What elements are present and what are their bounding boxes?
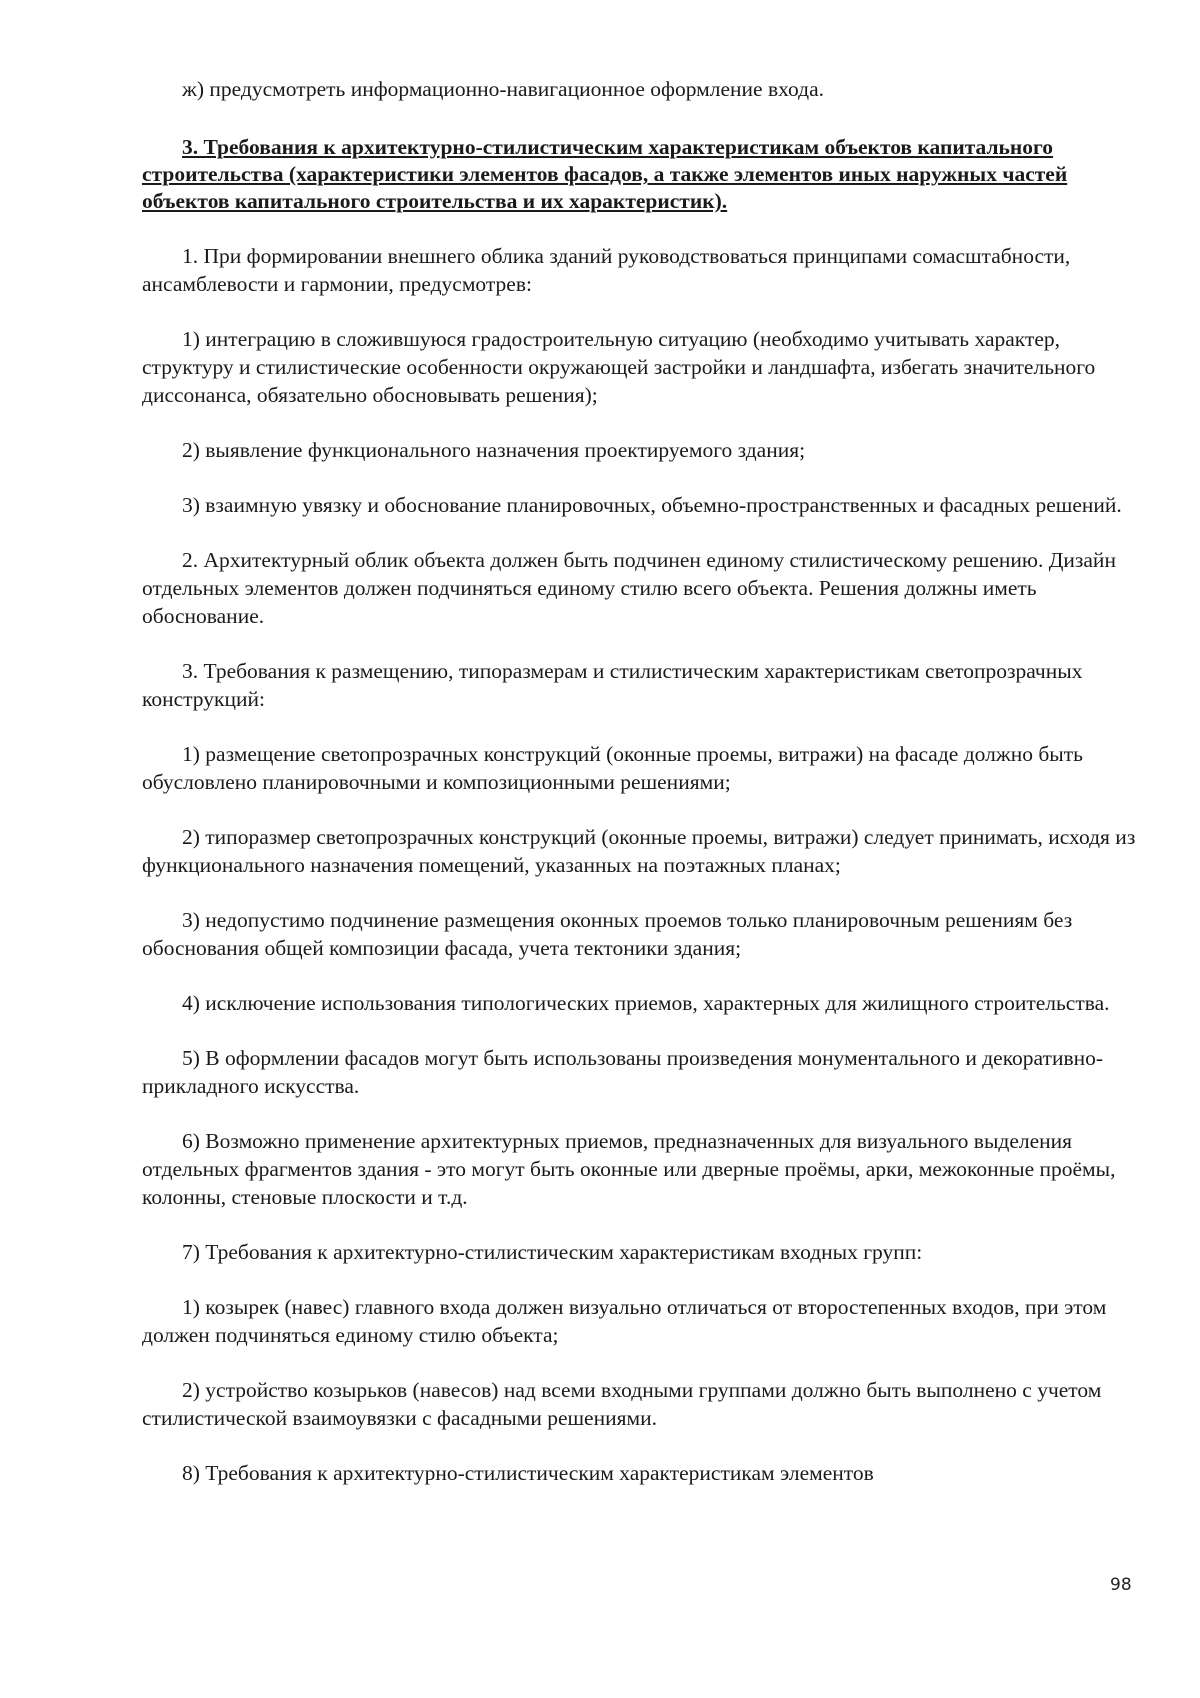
paragraph: 6) Возможно применение архитектурных приемов, предназначенных для визуального выделения отдельных фрагментов здания - это могут быть оконные или дверные проёмы, арки, межоконные проёмы, колонны, стеновые плоскости и т.д.	[142, 1129, 1116, 1209]
paragraph: 1) интеграцию в сложившуюся градостроительную ситуацию (необходимо учитывать характер, структуру и стилистические особенности окружающей застройки и ландшафта, избегать значительного диссонанса, обязательно обосновывать решения);	[142, 327, 1096, 407]
paragraph: 2) устройство козырьков (навесов) над всеми входными группами должно быть выполнено с учетом стилистической взаимоувязки с фасадными решениями.	[142, 1378, 1102, 1430]
paragraph: 8) Требования к архитектурно-стилистическим характеристикам элементов	[182, 1461, 874, 1485]
paragraph: 3. Требования к размещению, типоразмерам и стилистическим характеристикам светопрозрачных конструкций:	[142, 659, 1083, 711]
paragraph: 3) недопустимо подчинение размещения оконных проемов только планировочным решениям без обоснования общей композиции фасада, учета тектоники здания;	[142, 908, 1073, 960]
paragraph: 1. При формировании внешнего облика зданий руководствоваться принципами сомасштабности, ансамблевости и гармонии, предусмотрев:	[142, 244, 1071, 296]
paragraph: 7) Требования к архитектурно-стилистическим характеристикам входных групп:	[182, 1240, 923, 1264]
paragraph: 4) исключение использования типологических приемов, характерных для жилищного строительства.	[182, 991, 1110, 1015]
body-text	[142, 242, 1140, 1514]
paragraph: 2) типоразмер светопрозрачных конструкций (оконные проемы, витражи) следует принимать, исходя из функционального назначения помещений, указанных на поэтажных планах;	[142, 825, 1136, 877]
section-heading: 3. Требования к архитектурно-стилистическим характеристикам объектов капитального строительства (характеристики элементов фасадов, а также элементов иных наружных частей объектов капитального строительства и их характеристик).	[142, 135, 1068, 213]
document-page	[142, 0, 1140, 1698]
intro-line: ж) предусмотреть информационно-навигационное оформление входа.	[182, 77, 825, 101]
paragraph: 1) размещение светопрозрачных конструкций (оконные проемы, витражи) на фасаде должно быть обусловлено планировочными и композиционными решениями;	[142, 742, 1083, 794]
paragraph: 2. Архитектурный облик объекта должен быть подчинен единому стилистическому решению. Дизайн отдельных элементов должен подчиняться единому стилю всего объекта. Решения должны иметь обоснование.	[142, 548, 1116, 628]
paragraph: 1) козырек (навес) главного входа должен визуально отличаться от второстепенных входов, при этом должен подчиняться единому стилю объекта;	[142, 1295, 1107, 1347]
page-number: 98	[1110, 1575, 1132, 1595]
paragraph: 3) взаимную увязку и обоснование планировочных, объемно-пространственных и фасадных решений.	[182, 493, 1122, 517]
paragraph: 5) В оформлении фасадов могут быть использованы произведения монументального и декоративно-прикладного искусства.	[142, 1046, 1104, 1098]
paragraph: 2) выявление функционального назначения проектируемого здания;	[182, 438, 806, 462]
